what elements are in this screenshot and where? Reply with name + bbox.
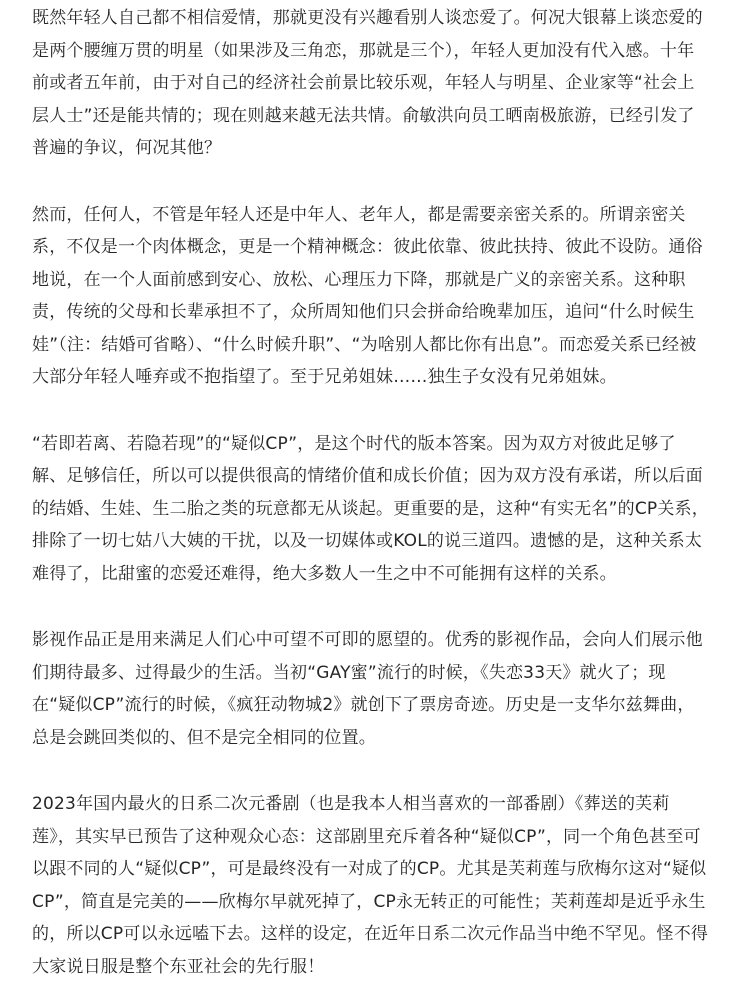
- paragraph-1: 既然年轻人自己都不相信爱情，那就更没有兴趣看别人谈恋爱了。何况大银幕上谈恋爱的是两个腰缠万贯的明星（如果涉及三角恋，那就是三个），年轻人更加没有代入感。十年前或者五年前，由于对自己的经济社会前景比较乐观，年轻人与明星、企业家等“社会上层人士”还是能共情的；现在则越来越无法共情。俞敏洪向员工晒南极旅游，已经引发了普遍的争议，何况其他？: [32, 8, 703, 158]
- paragraph-4: 影视作品正是用来满足人们心中可望不可即的愿望的。优秀的影视作品，会向人们展示他们期待最多、过得最少的生活。当初“GAY蜜”流行的时候，《失恋33天》就火了；现在“疑似CP”流行的时候，《疯狂动物城2》就创下了票房奇迹。历史是一支华尔兹舞曲，总是会跳回类似的、但不是完全相同的位置。: [32, 630, 703, 748]
- paragraph-5: 2023年国内最火的日系二次元番剧（也是我本人相当喜欢的一部番剧）《葬送的芙莉莲》，其实早已预告了这种观众心态：这部剧里充斥着各种“疑似CP”，同一个角色甚至可以跟不同的人“疑似CP”，可是最终没有一对成了的CP。尤其是芙莉莲与欣梅尔这对“疑似CP”，简直是完美的——欣梅尔早就死掉了，CP永无转正的可能性；芙莉莲却是近乎永生的，所以CP可以永远嗑下去。这样的设定，在近年日系二次元作品当中绝不罕见。怪不得大家说日服是整个东亚社会的先行服！: [32, 794, 709, 977]
- article-body: [0, 2, 731, 983]
- paragraph-3: “若即若离、若隐若现”的“疑似CP”，是这个时代的版本答案。因为双方对彼此足够了解、足够信任，所以可以提供很高的情绪价值和成长价值；因为双方没有承诺，所以后面的结婚、生娃、生二胎之类的玩意都无从谈起。更重要的是，这种“有实无名”的CP关系，排除了一切七姑八大姨的干扰，以及一切媒体或KOL的说三道四。遗憾的是，这种关系太难得了，比甜蜜的恋爱还难得，绝大多数人一生之中不可能拥有这样的关系。: [32, 433, 709, 584]
- paragraph-2: 然而，任何人，不管是年轻人还是中年人、老年人，都是需要亲密关系的。所谓亲密关系，不仅是一个肉体概念，更是一个精神概念：彼此依靠、彼此扶持、彼此不设防。通俗地说，在一个人面前感到安心、放松、心理压力下降，那就是广义的亲密关系。这种职责，传统的父母和长辈承担不了，众所周知他们只会拼命给晚辈加压，追问“什么时候生娃”（注：结婚可省略）、“什么时候升职”、“为啥别人都比你有出息”。而恋爱关系已经被大部分年轻人唾弃或不抱指望了。至于兄弟姐妹……独生子女没有兄弟姐妹。: [32, 204, 703, 387]
